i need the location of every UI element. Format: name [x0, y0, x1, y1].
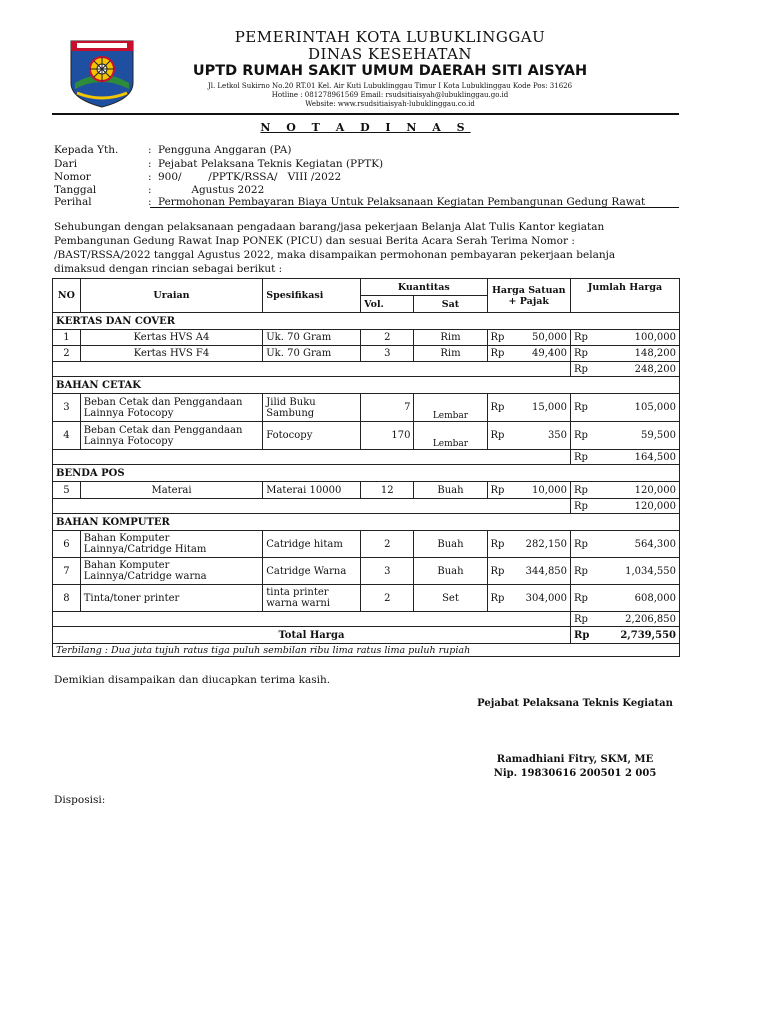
col-header-kuantitas: Kuantitas — [361, 279, 487, 296]
closing-text: Demikian disampaikan dan diucapkan terima kasih. — [54, 674, 331, 686]
col-header-harga: Harga Satuan + Pajak — [487, 279, 571, 313]
header-divider — [52, 113, 679, 115]
signature-nip: Nip. 19830616 200501 2 005 — [493, 768, 657, 779]
header-address: Jl. Letkol Sukirno No.20 RT.01 Kel. Air Kuti Lubuklinggau Timur I Kota Lubuklinggau Kode Pos: 31626 — [207, 82, 573, 90]
category-row: BENDA POS — [53, 465, 680, 482]
header-government: PEMERINTAH KOTA LUBUKLINGGAU — [234, 28, 546, 46]
table-row: 1 Kertas HVS A4 Uk. 70 Gram 2 Rim Rp 50,000 Rp 100,000 — [53, 330, 680, 346]
col-header-spesifikasi: Spesifikasi — [263, 279, 361, 313]
perihal-underline — [150, 207, 679, 208]
table-row: 5 Materai Materai 10000 12 Buah Rp 10,000 Rp 120,000 — [53, 482, 680, 499]
category-row: BAHAN KOMPUTER — [53, 514, 680, 531]
category-row: BAHAN CETAK — [53, 377, 680, 394]
col-header-no: NO — [53, 279, 81, 313]
header-website: Website: www.rsudsitiaisyah-lubuklinggau.co.id — [305, 100, 475, 108]
table-row: 7 Bahan Komputer Lainnya/Catridge warna Catridge Warna 3 Buah Rp 344,850 Rp 1,034,550 — [53, 558, 680, 585]
signature-role: Pejabat Pelaksana Teknis Kegiatan — [477, 698, 673, 709]
subtotal-row: Rp 164,500 — [53, 450, 680, 465]
header-department: DINAS KESEHATAN — [307, 45, 473, 63]
document-title: N O T A D I N A S — [260, 121, 471, 134]
header-hospital-name: UPTD RUMAH SAKIT UMUM DAERAH SITI AISYAH — [192, 63, 588, 79]
table-row: 3 Beban Cetak dan Penggandaan Lainnya Fotocopy Jilid Buku Sambung 7 Lembar Rp 15,000 Rp 105,000 — [53, 394, 680, 422]
category-row: KERTAS DAN COVER — [53, 313, 680, 330]
city-emblem-logo — [67, 37, 137, 109]
memo-meta: Kepada Yth. : Pengguna Anggaran (PA) Dari : Pejabat Pelaksana Teknis Kegiatan (PPTK) Nomor : 900/ /PPTK/RSSA/ VIII /2022 Tanggal : Agustus 2022 Perihal : Permohonan Pembayaran Biaya Untuk Pelaksanaan Kegiatan Pembangunan Gedung Rawat — [54, 144, 646, 208]
col-header-sat: Sat — [414, 296, 487, 313]
intro-paragraph: Sehubungan dengan pelaksanaan pengadaan barang/jasa pekerjaan Belanja Alat Tulis Kantor kegiatan Pembangunan Gedung Rawat Inap PONEK (PICU) dan sesuai Berita Acara Serah Terima Nomor : /BAST/RSSA/2022 tanggal Agustus 2022, maka disampaikan permohonan pembayaran pekerjaan belanja dimaksud dengan rincian sebagai berikut : — [54, 221, 616, 275]
signature-name: Ramadhiani Fitry, SKM, ME — [496, 754, 654, 765]
subtotal-row: Rp 2,206,850 — [53, 612, 680, 627]
table-row: 6 Bahan Komputer Lainnya/Catridge Hitam Catridge hitam 2 Buah Rp 282,150 Rp 564,300 — [53, 531, 680, 558]
table-row: 8 Tinta/toner printer tinta printer warna warni 2 Set Rp 304,000 Rp 608,000 — [53, 585, 680, 612]
total-row: Total Harga Rp 2,739,550 — [53, 627, 680, 644]
disposisi-label: Disposisi: — [54, 794, 106, 806]
subtotal-row: Rp 120,000 — [53, 499, 680, 514]
header-contact: Hotline : 081278961569 Email: rsudsitiaisyah@lubuklinggau.go.id — [271, 91, 509, 99]
rincian-table — [52, 278, 680, 657]
col-header-jumlah: Jumlah Harga — [571, 279, 680, 313]
col-header-vol: Vol. — [361, 296, 414, 313]
terbilang-row: Terbilang : Dua juta tujuh ratus tiga puluh sembilan ribu lima ratus lima puluh rupiah — [53, 644, 680, 657]
col-header-uraian: Uraian — [80, 279, 262, 313]
subtotal-row: Rp 248,200 — [53, 362, 680, 377]
table-row: 2 Kertas HVS F4 Uk. 70 Gram 3 Rim Rp 49,400 Rp 148,200 — [53, 346, 680, 362]
table-row: 4 Beban Cetak dan Penggandaan Lainnya Fotocopy Fotocopy 170 Lembar Rp 350 Rp 59,500 — [53, 422, 680, 450]
